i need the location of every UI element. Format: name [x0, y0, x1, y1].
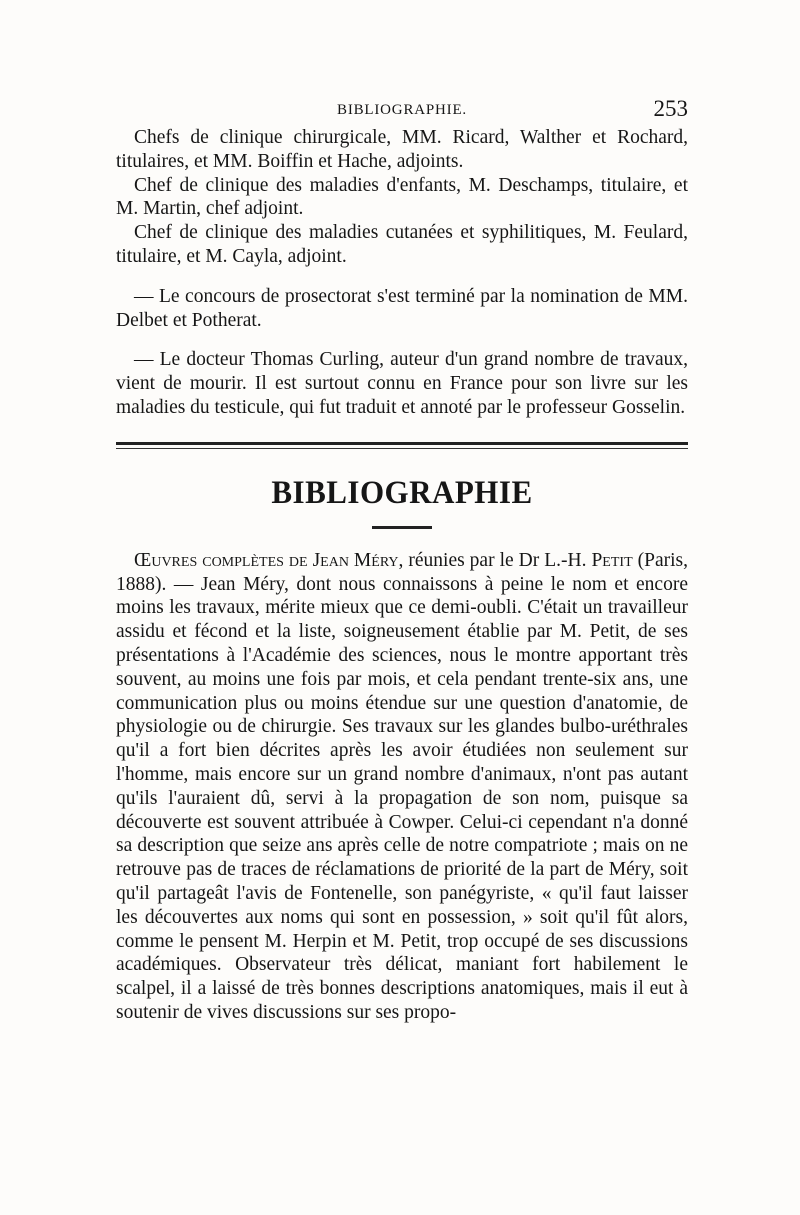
- chefs-clinique-chirurgicale-paragraph: Chefs de clinique chirurgicale, MM. Ricard, Walther et Rochard, titulaires, et MM. Boiffin et Hache, adjoints.: [116, 127, 688, 172]
- entry-body: (Paris, 1888). — Jean Méry, dont nous connaissons à peine le nom et encore moins les travaux, mérite mieux que ce demi-oubli. C'était un travailleur assidu et fécond et la liste, soigneusement établie par M. Petit, de ses présentations à l'Académie des sciences, nous le montre apportant très souvent, au moins une fois par mois, et cela pendant trente-six ans, une communication plus ou moins étendue sur une question d'anatomie, de physiologie ou de chirurgie. Ses travaux sur les glandes bulbo-uréthrales qu'il a fort bien décrites après les avoir étudiées non seulement sur l'homme, mais encore sur un grand nombre d'animaux, n'ont pas autant qu'ils l'auraient dû, servi à la propagation de son nom, puisque sa découverte est souvent attribuée à Cowper. Celui-ci cependant n'a donné sa description que seize ans après celle de notre compatriote ; mais on ne retrouve pas de traces de réclamations de priorité de la part de Méry, soit qu'il partageât l'avis de Fontenelle, son panégyriste, « qu'il faut laisser les découvertes aux noms qui sont en possession, » soit qu'il fût alors, comme le pensent M. Herpin et M. Petit, trop occupé de ses discussions académiques. Observateur très délicat, maniant fort habilement le scalpel, il a laissé de très bonnes descriptions anatomiques, mais il eut à soutenir de vives discussions sur ses propo-: [116, 549, 688, 1023]
- divider-thin-rule: [116, 448, 688, 449]
- running-title: BIBLIOGRAPHIE.: [337, 102, 467, 118]
- entry-title: Œuvres complètes de Jean Méry,: [134, 549, 404, 571]
- divider-thick-rule: [116, 442, 688, 445]
- entry-author: L.-H. Petit: [544, 549, 633, 571]
- chef-clinique-enfants-paragraph: Chef de clinique des maladies d'enfants, M. Deschamps, titulaire, et M. Martin, chef adjoint.: [116, 174, 688, 220]
- curling-obituary-paragraph: — Le docteur Thomas Curling, auteur d'un grand nombre de travaux, vient de mourir. Il est surtout connu en France pour son livre sur les maladies du testicule, qui fut traduit et annoté par le professeur Gosselin.: [116, 349, 688, 418]
- running-head: [116, 96, 688, 126]
- page-number: 253: [653, 96, 688, 121]
- book-page: [116, 96, 688, 1025]
- entry-by: réunies par le Dr: [403, 549, 545, 571]
- heading-short-rule: [372, 526, 432, 529]
- section-heading: BIBLIOGRAPHIE: [271, 474, 533, 511]
- section-divider: [116, 442, 688, 449]
- chef-clinique-cutanees-paragraph: Chef de clinique des maladies cutanées et syphilitiques, M. Feulard, titulaire, et M. Cayla, adjoint.: [116, 222, 688, 267]
- bibliography-entry: [116, 549, 688, 1025]
- prosectorat-paragraph: — Le concours de prosectorat s'est terminé par la nomination de MM. Delbet et Potherat.: [116, 285, 688, 331]
